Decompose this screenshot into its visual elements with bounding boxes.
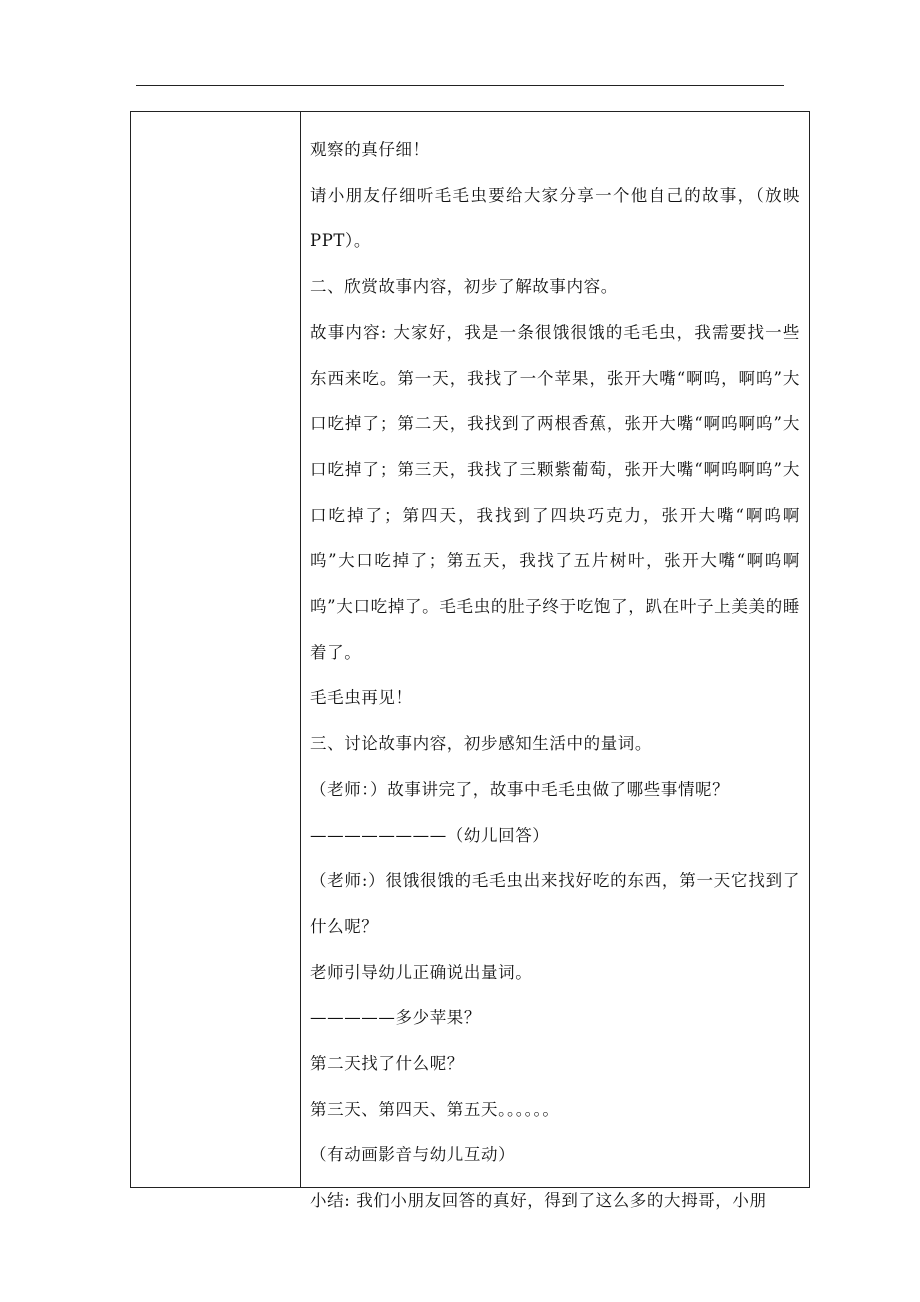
paragraph: —————多少苹果？ bbox=[310, 1008, 481, 1028]
header-rule bbox=[136, 85, 784, 86]
section-heading: 二、欣赏故事内容，初步了解故事内容。 bbox=[310, 277, 618, 297]
story-paragraph: 故事内容: 大家好，我是一条很饿很饿的毛毛虫，我需要找一些东西来吃。第一天，我找了一个苹果，张开大嘴“啊呜，啊呜”大口吃掉了；第二天，我找到了两根香蕉，张开大嘴“啊呜啊呜”大口吃掉了；第三天，我找了三颗紫葡萄，张开大嘴“啊呜啊呜”大口吃掉了；第四天，我找到了四块巧克力，张开大嘴“啊呜啊呜”大口吃掉了；第五天，我找了五片树叶，张开大嘴“啊呜啊呜”大口吃掉了。毛毛虫的肚子终于吃饱了，趴在叶子上美美的睡着了。 bbox=[310, 322, 800, 662]
paragraph: 毛毛虫再见！ bbox=[310, 688, 413, 708]
paragraph: 第二天找了什么呢？ bbox=[310, 1054, 464, 1074]
lesson-table bbox=[130, 111, 810, 1211]
paragraph: 请小朋友仔细听毛毛虫要给大家分享一个他自己的故事，（放映 PPT）。 bbox=[310, 185, 800, 251]
paragraph: （有动画影音与幼儿互动） bbox=[310, 1145, 516, 1165]
table-content-cell bbox=[302, 112, 810, 1211]
paragraph: （老师：）故事讲完了，故事中毛毛虫做了哪些事情呢？ bbox=[310, 779, 730, 799]
paragraph: 第三天、第四天、第五天。。。。。。 bbox=[310, 1099, 560, 1119]
paragraph: 观察的真仔细！ bbox=[310, 140, 430, 159]
paragraph: （老师:）很饿很饿的毛毛虫出来找好吃的东西，第一天它找到了什么呢？ bbox=[310, 871, 800, 936]
paragraph: 老师引导幼儿正确说出量词。 bbox=[310, 962, 533, 982]
summary-paragraph: 小结: 我们小朋友回答的真好，得到了这么多的大拇哥，小朋 bbox=[310, 1191, 767, 1211]
section-heading: 三、讨论故事内容，初步感知生活中的量词。 bbox=[310, 734, 652, 754]
paragraph: ————————（幼儿回答） bbox=[310, 825, 550, 845]
table-left-cell bbox=[131, 112, 301, 1187]
